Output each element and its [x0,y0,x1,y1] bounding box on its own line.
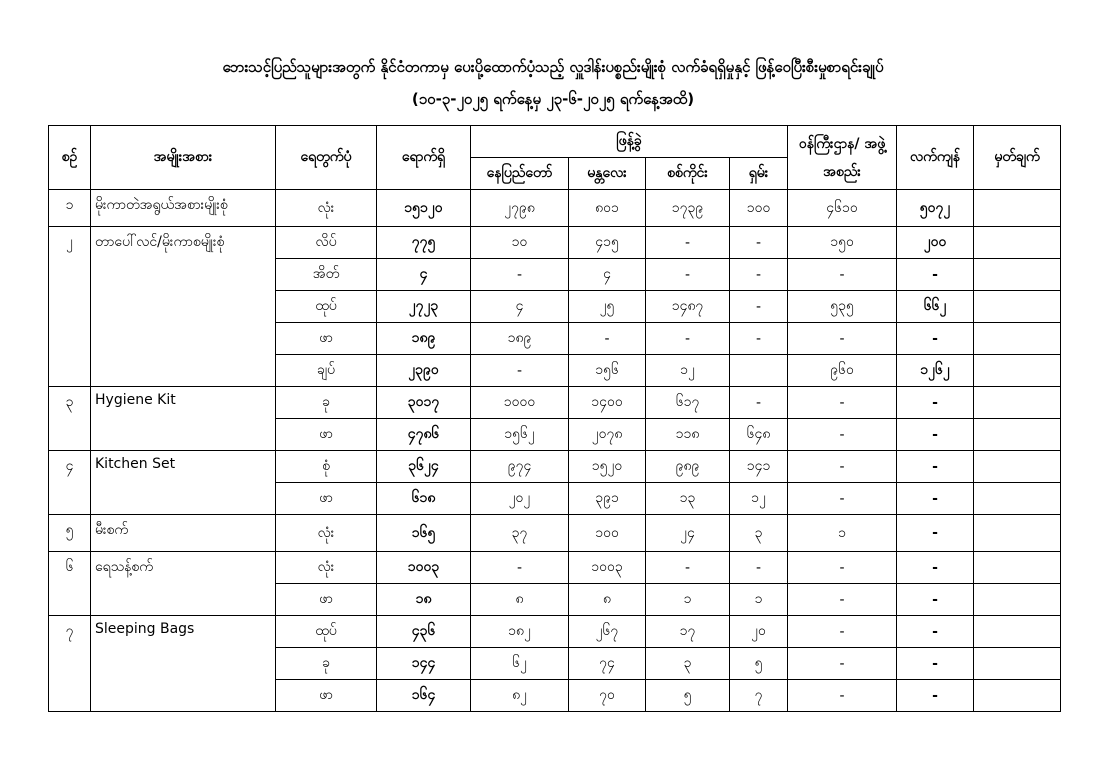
unit-cell: လုံး [276,552,377,584]
balance-cell: - [897,584,974,616]
unit-cell: ဖာ [276,680,377,712]
unit-cell: အိတ် [276,259,377,291]
sagaing-cell: - [646,552,730,584]
ministries-cell: - [788,323,897,355]
sagaing-cell: ၁၃ [646,483,730,515]
unit-cell: ဖာ [276,323,377,355]
balance-cell: - [897,259,974,291]
mandalay-cell: ၁၄၀၀ [569,387,646,419]
balance-cell: ၁၂၆၂ [897,355,974,387]
sagaing-cell: ၁၇ [646,616,730,648]
item-type: မီးစက် [91,515,276,552]
received-cell: ၆၁၈ [377,483,471,515]
mandalay-cell: ၁၀၀၃ [569,552,646,584]
item-type: Kitchen Set [91,451,276,515]
sagaing-cell: ၁၇၃၉ [646,190,730,227]
remarks-cell [974,387,1061,419]
item-number: ၅ [49,515,91,552]
mandalay-cell: ၃၉၁ [569,483,646,515]
unit-cell: လိပ် [276,227,377,259]
shan-cell: - [730,552,788,584]
received-cell: ၁၈၉ [377,323,471,355]
naypyitaw-cell: ၆၂ [471,648,569,680]
received-cell: ၁၅၁၂၀ [377,190,471,227]
ministries-cell: ၉၆၀ [788,355,897,387]
naypyitaw-cell: ၁၀ [471,227,569,259]
shan-cell: - [730,259,788,291]
remarks-cell [974,680,1061,712]
naypyitaw-cell: ၁၅၆၂ [471,419,569,451]
received-cell: ၁၀၀၃ [377,552,471,584]
ministries-cell: - [788,419,897,451]
unit-cell: ခု [276,387,377,419]
received-cell: ၁၆၅ [377,515,471,552]
received-cell: ၂၇၂၃ [377,291,471,323]
balance-cell: - [897,323,974,355]
naypyitaw-cell: ၃၇ [471,515,569,552]
header-shan: ရှမ်း [730,158,788,190]
item-number: ၄ [49,451,91,515]
remarks-cell [974,515,1061,552]
received-cell: ၂၃၉၀ [377,355,471,387]
header-mandalay: မန္တလေး [569,158,646,190]
mandalay-cell: ၄ [569,259,646,291]
unit-cell: ထုပ် [276,616,377,648]
ministries-cell: ၅၃၅ [788,291,897,323]
sagaing-cell: ၁၁၈ [646,419,730,451]
unit-cell: ဖာ [276,419,377,451]
shan-cell: ၅ [730,648,788,680]
received-cell: ၃၆၂၄ [377,451,471,483]
received-cell: ၃၀၁၇ [377,387,471,419]
balance-cell: ၆၆၂ [897,291,974,323]
naypyitaw-cell: ၈ [471,584,569,616]
shan-cell: ၇ [730,680,788,712]
distribution-table [48,125,1061,712]
sagaing-cell: ၁၄၈၇ [646,291,730,323]
item-type: မိုးကာတဲအရွယ်အစားမျိုးစုံ [91,190,276,227]
mandalay-cell: - [569,323,646,355]
table-body [49,190,1061,712]
remarks-cell [974,355,1061,387]
shan-cell: - [730,387,788,419]
mandalay-cell: ၈ဝ၁ [569,190,646,227]
balance-cell: - [897,515,974,552]
ministries-cell: - [788,584,897,616]
table-row [49,515,1061,552]
naypyitaw-cell: ၁၈၂ [471,616,569,648]
naypyitaw-cell: ၉၇၄ [471,451,569,483]
naypyitaw-cell: ၁၈၉ [471,323,569,355]
balance-cell: ၅၀၇၂ [897,190,974,227]
item-type: Hygiene Kit [91,387,276,451]
balance-cell: - [897,387,974,419]
mandalay-cell: ၂၆၇ [569,616,646,648]
naypyitaw-cell: ၈၂ [471,680,569,712]
remarks-cell [974,451,1061,483]
header-balance: လက်ကျန် [897,126,974,190]
remarks-cell [974,291,1061,323]
naypyitaw-cell: - [471,259,569,291]
naypyitaw-cell: ၁၀၀၀ [471,387,569,419]
mandalay-cell: ၇၄ [569,648,646,680]
header-no: စဉ် [49,126,91,190]
received-cell: ၄ [377,259,471,291]
balance-cell: - [897,552,974,584]
balance-cell: - [897,483,974,515]
shan-cell [730,355,788,387]
remarks-cell [974,323,1061,355]
balance-cell: - [897,451,974,483]
naypyitaw-cell: - [471,355,569,387]
shan-cell: ၁၄၁ [730,451,788,483]
received-cell: ၁၈ [377,584,471,616]
header-unit: ရေတွက်ပုံ [276,126,377,190]
unit-cell: ခု [276,648,377,680]
sagaing-cell: ၃ [646,648,730,680]
mandalay-cell: ၁၅၆ [569,355,646,387]
header-naypyitaw: နေပြည်တော် [471,158,569,190]
table-row [49,387,1061,419]
header-ministries: ဝန်ကြီးဌာန/ အဖွဲ့အစည်း [788,126,897,190]
received-cell: ၄၃၆ [377,616,471,648]
header-sagaing: စစ်ကိုင်း [646,158,730,190]
remarks-cell [974,483,1061,515]
ministries-cell: - [788,483,897,515]
sagaing-cell: ၉၈၉ [646,451,730,483]
unit-cell: ထုပ် [276,291,377,323]
ministries-cell: - [788,680,897,712]
remarks-cell [974,190,1061,227]
date-range: (၁၀-၃-၂၀၂၅ ရက်နေ့မှ ၂၃-၆-၂၀၂၅ ရက်နေ့အထိ) [411,90,695,108]
ministries-cell: ၁ [788,515,897,552]
shan-cell: ၆၄၈ [730,419,788,451]
shan-cell: - [730,291,788,323]
ministries-cell: ၄၆၁၀ [788,190,897,227]
table-row [49,451,1061,483]
remarks-cell [974,419,1061,451]
sagaing-cell: - [646,259,730,291]
sagaing-cell: ၆၁၇ [646,387,730,419]
header-distributed: ဖြန့်ခွဲ [471,126,788,158]
received-cell: ၁၆၄ [377,680,471,712]
shan-cell: - [730,227,788,259]
ministries-cell: - [788,552,897,584]
item-number: ၂ [49,227,91,387]
header-remarks: မှတ်ချက် [974,126,1061,190]
item-number: ၃ [49,387,91,451]
received-cell: ၄၇၈၆ [377,419,471,451]
sagaing-cell: - [646,323,730,355]
header-type: အမျိုးအစား [91,126,276,190]
sagaing-cell: ၂၄ [646,515,730,552]
received-cell: ၇၇၅ [377,227,471,259]
naypyitaw-cell: - [471,552,569,584]
unit-cell: လုံး [276,515,377,552]
shan-cell: ၁၀၀ [730,190,788,227]
sagaing-cell: - [646,227,730,259]
received-cell: ၁၄၄ [377,648,471,680]
unit-cell: ချပ် [276,355,377,387]
shan-cell: - [730,323,788,355]
item-number: ၆ [49,552,91,616]
remarks-cell [974,259,1061,291]
balance-cell: - [897,648,974,680]
mandalay-cell: ၂၀၇၈ [569,419,646,451]
item-number: ၁ [49,190,91,227]
sagaing-cell: ၅ [646,680,730,712]
header-received: ရောက်ရှိ [377,126,471,190]
ministries-cell: - [788,451,897,483]
table-row [49,190,1061,227]
item-type: Sleeping Bags [91,616,276,712]
naypyitaw-cell: ၄ [471,291,569,323]
ministries-cell: - [788,616,897,648]
unit-cell: စုံ [276,451,377,483]
unit-cell: ဖာ [276,584,377,616]
remarks-cell [974,584,1061,616]
naypyitaw-cell: ၂၇၉၈ [471,190,569,227]
balance-cell: ၂၀၀ [897,227,974,259]
item-number: ၇ [49,616,91,712]
shan-cell: ၃ [730,515,788,552]
table-row [49,552,1061,584]
ministries-cell: ၁၅၀ [788,227,897,259]
unit-cell: လုံး [276,190,377,227]
mandalay-cell: ၂၅ [569,291,646,323]
balance-cell: - [897,616,974,648]
unit-cell: ဖာ [276,483,377,515]
sagaing-cell: ၁၂ [646,355,730,387]
remarks-cell [974,616,1061,648]
mandalay-cell: ၄၁၅ [569,227,646,259]
document-title: ဘေးသင့်ပြည်သူများအတွက် နိုင်ငံတကာမှ ပေးပို့ထောက်ပံ့သည့် လှူဒါန်းပစ္စည်းမျိုးစုံ လက်ခံရရှိမှုနှင့် ဖြန့်ဝေပြီးစီးမှုစာရင်းချုပ် [222,58,884,76]
sagaing-cell: ၁ [646,584,730,616]
ministries-cell: - [788,259,897,291]
remarks-cell [974,648,1061,680]
mandalay-cell: ၇၀ [569,680,646,712]
balance-cell: - [897,419,974,451]
balance-cell: - [897,680,974,712]
ministries-cell: - [788,648,897,680]
remarks-cell [974,552,1061,584]
remarks-cell [974,227,1061,259]
shan-cell: ၁ [730,584,788,616]
item-type: တာပေါ်လင်/မိုးကာစမျိုးစုံ [91,227,276,387]
mandalay-cell: ၈ [569,584,646,616]
mandalay-cell: ၁၀၀ [569,515,646,552]
naypyitaw-cell: ၂၀၂ [471,483,569,515]
table-row [49,616,1061,648]
mandalay-cell: ၁၅၂၀ [569,451,646,483]
shan-cell: ၁၂ [730,483,788,515]
item-type: ရေသန့်စက် [91,552,276,616]
ministries-cell: - [788,387,897,419]
shan-cell: ၂၀ [730,616,788,648]
table-row [49,227,1061,259]
